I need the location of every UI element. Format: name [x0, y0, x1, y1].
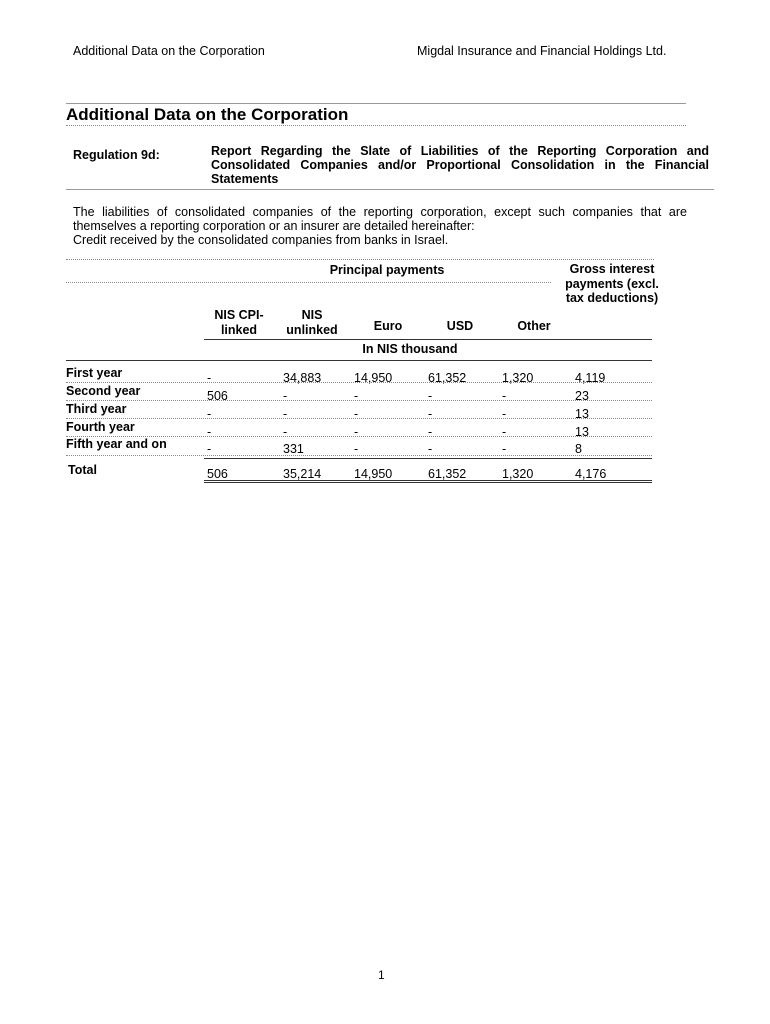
table-cell: - [428, 442, 433, 456]
col-header-other: Other [517, 319, 551, 333]
table-cell: 23 [575, 389, 589, 403]
running-header-left: Additional Data on the Corporation [73, 44, 265, 58]
table-cell: 61,352 [428, 371, 467, 385]
total-cell: 61,352 [428, 467, 467, 481]
table-cell: 331 [283, 442, 304, 456]
table-cell: - [354, 407, 359, 421]
total-cell: 506 [207, 467, 228, 481]
table-cell: - [428, 389, 433, 403]
total-cell: 35,214 [283, 467, 322, 481]
col-header-euro: Euro [373, 319, 403, 333]
row-label: Third year [66, 402, 127, 416]
intro-paragraph-line2: Credit received by the consolidated companies from banks in Israel. [73, 233, 449, 247]
table-cell: - [207, 407, 212, 421]
table-cell: - [207, 442, 212, 456]
gross-interest-header: Gross interest payments (excl. tax deductions) [565, 262, 659, 305]
regulation-label: Regulation 9d: [73, 148, 160, 162]
table-cell: 8 [575, 442, 582, 456]
table-cell: - [207, 425, 212, 439]
body-bottom-rule [66, 455, 652, 456]
table-cell: - [502, 389, 507, 403]
total-cell: 1,320 [502, 467, 534, 481]
principal-header-rule [66, 282, 551, 283]
columns-rule [204, 339, 652, 340]
running-header-right: Migdal Insurance and Financial Holdings Ltd. [417, 44, 667, 58]
table-cell: - [207, 371, 212, 385]
total-cell: 4,176 [575, 467, 607, 481]
title-top-rule [66, 103, 686, 104]
total-top-rule [204, 458, 652, 459]
row-label: First year [66, 366, 123, 380]
row-label: Fifth year and on [66, 437, 167, 451]
total-cell: 14,950 [354, 467, 393, 481]
table-cell: - [428, 407, 433, 421]
table-cell: - [283, 407, 288, 421]
table-cell: - [283, 389, 288, 403]
table-cell: - [354, 389, 359, 403]
table-cell: - [502, 442, 507, 456]
row-label: Fourth year [66, 420, 135, 434]
page-title: Additional Data on the Corporation [66, 105, 349, 124]
intro-paragraph-line1: The liabilities of consolidated companies of the reporting corporation, except such companies that are themselves a reporting corporation or an insurer are detailed hereinafter: [73, 205, 687, 233]
units-rule [66, 360, 652, 361]
table-top-rule [66, 259, 654, 260]
principal-payments-header: Principal payments [329, 263, 445, 277]
title-bottom-rule [66, 125, 686, 126]
page-number: 1 [378, 968, 385, 982]
table-cell: - [502, 425, 507, 439]
table-cell: - [354, 442, 359, 456]
total-double-underline [204, 480, 652, 483]
table-cell: 1,320 [502, 371, 534, 385]
row-divider [66, 418, 652, 419]
table-cell: 13 [575, 407, 589, 421]
table-cell: - [283, 425, 288, 439]
table-cell: 14,950 [354, 371, 393, 385]
table-cell: - [502, 407, 507, 421]
table-cell: 506 [207, 389, 228, 403]
row-label: Second year [66, 384, 141, 398]
table-cell: - [354, 425, 359, 439]
total-row-label: Total [68, 463, 97, 477]
units-label: In NIS thousand [362, 342, 458, 356]
intro-paragraph [73, 205, 687, 247]
table-cell: 13 [575, 425, 589, 439]
col-header-usd: USD [446, 319, 474, 333]
col-header-unlinked: NIS unlinked [286, 308, 338, 337]
regulation-rule [66, 189, 714, 190]
regulation-text: Report Regarding the Slate of Liabilities of the Reporting Corporation and Consolidated Companies and/or Proportional Consolidation in the Financial Statements [211, 144, 709, 186]
table-cell: 34,883 [283, 371, 322, 385]
table-cell: 4,119 [575, 371, 606, 385]
table-cell: - [428, 425, 433, 439]
row-divider [66, 400, 652, 401]
row-divider [66, 382, 652, 383]
col-header-cpi-linked: NIS CPI-linked [214, 308, 264, 337]
